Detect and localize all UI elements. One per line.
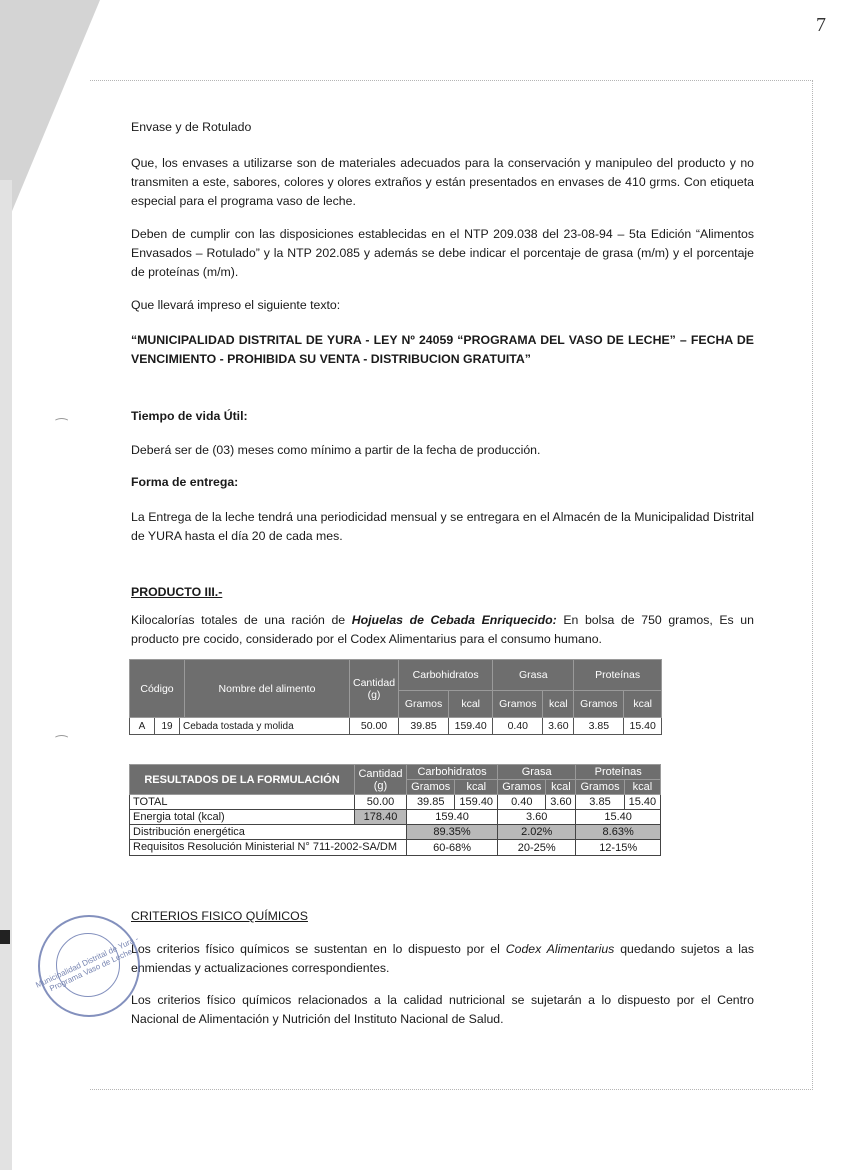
table-cell: Requisitos Resolución Ministerial N° 711-2002-SA/DM: [130, 840, 407, 856]
producto-text-a: Kilocalorías totales de una ración de: [131, 613, 352, 627]
table-cell: 39.85: [407, 795, 455, 810]
section-title-vida-util: Tiempo de vida Útil:: [131, 409, 248, 423]
page-corner-shadow: [0, 0, 100, 240]
table-cell: 15.40: [624, 795, 660, 810]
table-cell: A: [130, 718, 155, 734]
col-carbohidratos: Carbohidratos: [407, 765, 498, 780]
table-cell: 19: [155, 718, 180, 734]
table-cell: 3.60: [498, 810, 576, 825]
col-prot-kcal: kcal: [624, 780, 660, 795]
col-prot-gramos: Gramos: [574, 691, 624, 718]
criterios-text-a: Los criterios físico químicos se sustentan en lo dispuesto por el: [131, 942, 506, 956]
table-row-distribucion: [130, 825, 661, 840]
table-cell: Cebada tostada y molida: [183, 720, 294, 732]
criterios-section: [131, 907, 754, 1029]
table-cell: 159.40: [449, 718, 493, 735]
table-cell: 12-15%: [576, 840, 661, 856]
col-proteinas: Proteínas: [574, 660, 662, 691]
producto-text-c: En bolsa de 750 gramos, Es un producto pre cocido, considerado por el Codex Alimentarius para el consumo humano.: [131, 613, 754, 646]
col-grasa: Grasa: [498, 765, 576, 780]
table-cell: 159.40: [455, 795, 498, 810]
col-nombre: Nombre del alimento: [185, 660, 350, 718]
table-cell: 3.85: [576, 795, 624, 810]
section-title-criterios: CRITERIOS FISICO QUÍMICOS: [131, 909, 308, 923]
page-number: 7: [816, 14, 826, 36]
section-title-envase: Envase y de Rotulado: [131, 120, 252, 134]
col-codigo: Código: [130, 660, 185, 718]
col-grasa-kcal: kcal: [543, 691, 574, 718]
col-grasa-gramos: Gramos: [493, 691, 543, 718]
table-cell: 50.00: [355, 795, 407, 810]
table-cell: Distribución energética: [130, 825, 407, 840]
scan-speck: ⁀: [56, 735, 68, 751]
scan-edge-mark: [0, 930, 10, 944]
table-cell: 3.85: [574, 718, 624, 735]
seal-text: Municipalidad Distrital de Yura - Programa Vaso de Leche: [34, 934, 140, 994]
document-body: [131, 118, 754, 649]
paragraph-envase-1: Que, los envases a utilizarse son de materiales adecuados para la conservación y manipuleo del producto y no transmiten a este, sabores, colores y olores extraños y están presentados en envases de 410 grms. Con etiqueta especial para el programa vaso de leche.: [131, 156, 754, 208]
criterios-text-c: quedando sujetos a las enmiendas y actualizaciones correspondientes.: [131, 942, 754, 975]
table-cell: 159.40: [407, 810, 498, 825]
col-carbo-gramos: Gramos: [407, 780, 455, 795]
paragraph-envase-2: Deben de cumplir con las disposiciones establecidas en el NTP 209.038 del 23-08-94 – 5ta Edición “Alimentos Envasados – Rotulado” y la NTP 202.085 y además se debe indicar el porcentaje de grasa (m/m) y el porcentaje de proteínas (m/m).: [131, 227, 754, 279]
col-cantidad: Cantidad (g): [350, 660, 399, 718]
col-resultados: RESULTADOS DE LA FORMULACIÓN: [130, 765, 355, 795]
table-cell: 3.60: [543, 718, 574, 735]
table-cell: TOTAL: [130, 795, 355, 810]
paragraph-entrega: La Entrega de la leche tendrá una periodicidad mensual y se entregara en el Almacén de la Municipalidad Distrital de YURA hasta el día 20 de cada mes.: [131, 510, 754, 543]
col-grasa-gramos: Gramos: [498, 780, 546, 795]
table-cell: 15.40: [624, 718, 662, 735]
table-cell: 50.00: [350, 718, 399, 735]
producto-name: Hojuelas de Cebada Enriquecido:: [351, 613, 557, 627]
table-cell: 89.35%: [407, 825, 498, 840]
paragraph-envase-label-text: “MUNICIPALIDAD DISTRITAL DE YURA - LEY Nº 24059 “PROGRAMA DEL VASO DE LECHE” – FECHA DE VENCIMIENTO - PROHIBIDA SU VENTA - DISTRIBUCION GRATUITA”: [131, 333, 754, 366]
paragraph-vida-util: Deberá ser de (03) meses como mínimo a partir de la fecha de producción.: [131, 443, 541, 457]
col-carbo-kcal: kcal: [449, 691, 493, 718]
col-grasa-kcal: kcal: [546, 780, 576, 795]
table-cell: 60-68%: [407, 840, 498, 856]
paragraph-producto: [131, 611, 754, 649]
col-proteinas: Proteínas: [576, 765, 661, 780]
scan-edge-strip: [0, 180, 12, 1170]
municipal-seal-stamp: [34, 915, 140, 1017]
col-prot-kcal: kcal: [624, 691, 662, 718]
paragraph-envase-3: Que llevará impreso el siguiente texto:: [131, 298, 341, 312]
table-cell: 8.63%: [576, 825, 661, 840]
col-grasa: Grasa: [493, 660, 574, 691]
table-cell: Energia total (kcal): [130, 810, 355, 825]
table-cell: [130, 718, 350, 735]
table-cell: 178.40: [355, 810, 407, 825]
col-carbo-gramos: Gramos: [399, 691, 449, 718]
table-cell: 20-25%: [498, 840, 576, 856]
codex-reference: Codex Alimentarius: [505, 942, 615, 956]
table-row-total: [130, 795, 661, 810]
table-row: [130, 718, 662, 735]
formulation-results-table: [129, 764, 661, 856]
food-composition-table: [129, 659, 662, 735]
col-cantidad: Cantidad (g): [355, 765, 407, 795]
section-title-producto: PRODUCTO III.-: [131, 585, 223, 599]
col-carbo-kcal: kcal: [455, 780, 498, 795]
table-row-energia: [130, 810, 661, 825]
table-cell: 39.85: [399, 718, 449, 735]
table-row-requisitos: [130, 840, 661, 856]
table-cell: 0.40: [493, 718, 543, 735]
col-carbohidratos: Carbohidratos: [399, 660, 493, 691]
paragraph-criterios-2: Los criterios físico químicos relacionados a la calidad nutricional se sujetarán a lo dispuesto por el Centro Nacional de Alimentación y Nutrición del Instituto Nacional de Salud.: [131, 993, 754, 1026]
section-title-entrega: Forma de entrega:: [131, 475, 239, 489]
table-cell: 3.60: [546, 795, 576, 810]
table-cell: 0.40: [498, 795, 546, 810]
table-cell: 2.02%: [498, 825, 576, 840]
scan-speck: ⁀: [56, 418, 68, 434]
paragraph-criterios-1: [131, 940, 754, 978]
col-prot-gramos: Gramos: [576, 780, 624, 795]
table-cell: 15.40: [576, 810, 661, 825]
